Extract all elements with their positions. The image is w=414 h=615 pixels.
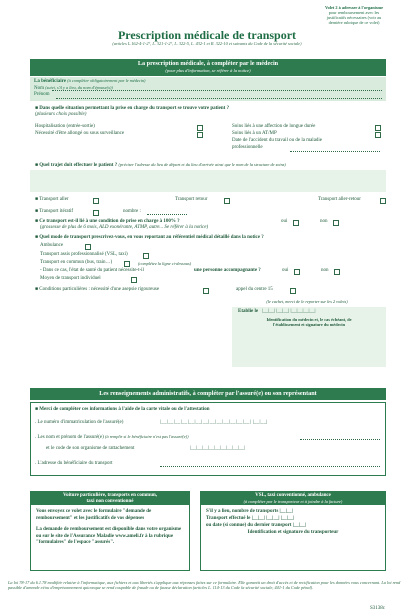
code-organisme-field[interactable]: |__|__|__|__|__|__|__|__|__| (190, 446, 246, 451)
identification-label: Identification du médecin et, le cas échéant, de (266, 317, 352, 322)
voiture-title-2: taxi non conventionné (86, 498, 134, 504)
nombre-field[interactable] (147, 214, 187, 215)
nom-note: (suivi, s'il y a lieu, du nom d'épouse(x)) (45, 85, 113, 90)
atmp-label: Soins liés à un AT/MP (232, 131, 277, 136)
voiture-header (31, 492, 189, 505)
date-field[interactable]: |__|__| |__|__| |__|__|__|__| (262, 309, 316, 314)
transport-iteratif-label: Transport itératif (39, 209, 74, 214)
voiture-instructions: Vous envoyez ce volet avec le formulaire "demande de remboursement" et les justificatifs de vos dépenses (36, 509, 152, 521)
tap-checkbox[interactable] (143, 253, 149, 259)
transport-aller-retour-checkbox[interactable] (380, 198, 386, 204)
condition-question: ■ Ce transport est-il lié à une condition de prise en charge à 100% ? (35, 219, 180, 224)
accompagnante-oui-checkbox[interactable] (294, 269, 300, 275)
allonge-label: Nécessité d'être allongé ou sous surveillance (35, 131, 125, 136)
section-1-header (30, 59, 386, 76)
ligne-note: (complétez la ligne ci-dessous) (138, 261, 192, 266)
transport-aller-checkbox[interactable] (93, 198, 99, 204)
situation-question: ■ Dans quelle situation permettant la prise en charge du transport se trouve votre patient ? (35, 106, 230, 111)
prenom-field[interactable] (56, 98, 382, 99)
ald-checkbox[interactable] (375, 125, 381, 131)
vsl-identification-label: Identification et signature du transporteur (247, 530, 339, 535)
trajet-note: (préciser l'adresse du lieu de départ et du lieu d'arrivée ainsi que le nom de la structure de soins) (118, 162, 286, 167)
page-subtitle: (articles L.162-4-1-2°, L. 321-1-2°, L. 322-5, L. 432-1 et R. 322-10 et suivants du Code de la sécurité sociale) (112, 41, 302, 46)
adresse-field[interactable] (160, 466, 380, 467)
vsl-box (200, 491, 386, 571)
nom-prenom-row: . Les nom et prénom de l'assuré(e) (à remplir si le bénéficiaire n'est pas l'assuré(e)) (35, 434, 189, 440)
transport-aller-label: Transport aller (39, 197, 69, 202)
hospitalisation-row (35, 124, 95, 130)
voiture-box (30, 491, 190, 571)
trajet-field[interactable] (30, 170, 386, 192)
ambulance-label: Ambulance (40, 243, 64, 248)
immat-label: Le numéro d'immatriculation de l'assuré(e) (37, 420, 124, 425)
condition-non-label: non (320, 219, 328, 224)
condition-non-checkbox[interactable] (333, 220, 339, 226)
vsl-note: (à compléter par le transporteur et à joindre à la facture) (243, 498, 343, 504)
transport-aller-retour-label: Transport aller-retour (318, 197, 361, 202)
vsl-dernier-row (201, 522, 385, 529)
accident-date-label: Date de l'accident du travail ou de la maladie (232, 138, 323, 143)
allonge-checkbox[interactable] (197, 132, 203, 138)
voiture-title: Voiture particulière, transports en commun, (62, 493, 158, 498)
transport-aller-row: ■ Transport aller (35, 197, 69, 202)
adresse-label: L'adresse du bénéficiaire du transport (37, 461, 113, 466)
etablie-label: Etablie le (238, 309, 259, 314)
nombre-label: nombre : (123, 209, 141, 214)
condition-oui-label: oui (281, 219, 288, 224)
accompagnante-label: une personne accompagnante ? (194, 268, 261, 273)
cachet-note: (le cachet, merci de le reporter sur les 2 volets) (266, 299, 348, 304)
section-2-header (30, 388, 386, 400)
section-2-title: Les renseignements administratifs, à compléter par l'assuré(e) ou son représentant (99, 390, 317, 397)
individuel-label: Moyen de transport individuel (40, 276, 101, 281)
conditions-label: Conditions particulières : nécessité d'une asepsie rigoureuse (39, 287, 160, 292)
vsl-nombre-row (201, 505, 385, 515)
ambulance-checkbox[interactable] (85, 244, 91, 250)
beneficiary-label: La bénéficiaire (34, 79, 66, 84)
accompagnante-non-checkbox[interactable] (334, 269, 340, 275)
vsl-nombre-field[interactable]: |__|__| (279, 509, 293, 514)
tap-label: Transport assis professionnalisé (VSL, taxi) (40, 252, 128, 257)
legal-notice: La loi 78-17 du 6.1.78 modifiée relative à l'informatique, aux fichiers et aux libertés s'applique aux réponses faites sur ce formulaire. Elle garantit un droit d'accès et de rectification pour les données vous concernant. La loi rend passible d'amende et/ou d'emprisonnement quiconque se rend coupable de fraude ou de fausse déclaration (articles L. 114-13 du Code la sécurité sociale, 441-1 du Code pénal). (8, 580, 401, 590)
ald-label: Soins liés à une affection de longue durée (232, 124, 316, 129)
trajet-question-text: Quel trajet doit effectuer le patient ? (39, 163, 118, 168)
vsl-dernier-label: ou date (si connue) du dernier transport (206, 523, 292, 528)
transport-commun-label: Transport en commun (bus, train…) (40, 260, 113, 265)
prenom-label: Prénom (34, 92, 50, 97)
admin-intro: ■ Merci de compléter ces informations à l'aide de la carte vitale ou de l'attestation (35, 407, 210, 412)
nom-prenom-label: Les nom et prénom de l'assuré(e) (37, 435, 104, 440)
accident-date-field[interactable] (290, 151, 380, 152)
transport-commun-checkbox[interactable] (124, 261, 130, 267)
condition-note: (grossesse de plus de 6 mois, ALD exonérante, ATMP, autre... Se référer à la notice) (40, 225, 209, 230)
atmp-checkbox[interactable] (375, 132, 381, 138)
vsl-date-label: Transport effectué le (206, 516, 251, 521)
accompagnante-non-label: non (321, 268, 329, 273)
hospitalisation-checkbox[interactable] (197, 125, 203, 131)
individuel-checkbox[interactable] (131, 277, 137, 283)
transport-retour-label: Transport retour (175, 197, 208, 202)
beneficiary-note: (à compléter obligatoirement par le médecin) (67, 78, 146, 83)
situation-question-text: Dans quelle situation permettant la prise en charge du transport se trouve votre patient ? (39, 106, 230, 111)
condition-oui-checkbox[interactable] (293, 220, 299, 226)
nom-label: Nom (34, 86, 44, 91)
appel-15-checkbox[interactable] (290, 288, 296, 294)
routing-line-3: justificatifs nécessaires (voir au (326, 15, 382, 20)
transport-iteratif-checkbox[interactable] (93, 210, 99, 216)
accompagnant-question: - Dans ce cas, l'état de santé du patient nécessite-t-il (40, 268, 144, 273)
routing-line-4: dernière rubrique de ce volet) (328, 20, 380, 25)
hospitalisation-label: Hospitalisation (entrée-sortie) (35, 124, 95, 129)
vsl-date-row (201, 515, 385, 522)
appel-15-label: appel du centre 15 (236, 287, 273, 292)
identification-label-2: l'établissement et signature du médecin (272, 322, 345, 327)
situation-note: (plusieurs choix possible) (35, 112, 87, 117)
routing-line-1: Volet 2 à adresser à l'organisme (324, 5, 384, 10)
condition-question-text: Ce transport est-il lié à une condition de prise en charge à 100% ? (39, 219, 180, 224)
section-1-title: La prescription médicale, à compléter par le médecin (137, 60, 279, 67)
section-1-note: (pour plus d'information, se référer à la notice) (165, 68, 251, 73)
code-organisme-label: et le code de son organisme de rattachement (46, 446, 135, 451)
mode-question-text: Quel mode de transport prescrivez-vous, en vous reportant au référentiel médical détaillé dans la notice ? (39, 235, 264, 240)
form-code: S3138c (370, 606, 385, 611)
nom-field[interactable] (52, 90, 382, 91)
routing-line-2: pour remboursement avec les (328, 10, 380, 15)
transport-iteratif-row: ■ Transport itératif (35, 209, 74, 214)
page-title: Prescription médicale de transport (117, 28, 297, 42)
admin-intro-text: Merci de compléter ces informations à l'aide de la carte vitale ou de l'attestation (39, 407, 210, 412)
vsl-header (201, 492, 385, 505)
conditions-row: ■ Conditions particulières : nécessité d'une asepsie rigoureuse (35, 287, 160, 292)
immat-field[interactable]: |__|__|__|__|__|__|__|__|__|__|__|__|__| |__|__| (160, 420, 268, 425)
routing-note (300, 5, 408, 25)
signature-area[interactable] (232, 307, 386, 367)
voiture-demande-info: La demande de remboursement est disponible dans votre organisme ou sur le site de l'Assurance Maladie www.ameli.fr à la rubrique "formulaires" de l'espace "assurés". (36, 527, 182, 545)
accompagnante-oui-label: oui (282, 268, 289, 273)
nom-prenom-field[interactable] (300, 439, 380, 440)
trajet-question: ■ Quel trajet doit effectuer le patient ? (préciser l'adresse du lieu de départ et du lieu d'arrivée ainsi que le nom de la structure de soins) (35, 162, 286, 168)
vsl-nombre-label: S'il y a lieu, nombre de transports (206, 509, 279, 514)
nom-prenom-note: (à remplir si le bénéficiaire n'est pas l'assuré(e)) (105, 434, 189, 439)
vsl-title: VSL, taxi conventionné, ambulance (255, 493, 331, 498)
mode-question: ■ Quel mode de transport prescrivez-vous, en vous reportant au référentiel médical détaillé dans la notice ? (35, 235, 264, 240)
asepsie-checkbox[interactable] (203, 288, 209, 294)
immat-row: . Le numéro d'immatriculation de l'assuré(e) (35, 420, 124, 425)
allonge-row (35, 131, 124, 137)
vsl-dernier-field[interactable]: |__|__| (292, 523, 307, 528)
adresse-row: . L'adresse du bénéficiaire du transport (35, 461, 113, 466)
accident-date-label-2: professionnelle (232, 145, 263, 150)
transport-retour-checkbox[interactable] (224, 198, 230, 204)
vsl-date-field[interactable]: |__|__| |__|__| |__|__| (251, 516, 295, 521)
